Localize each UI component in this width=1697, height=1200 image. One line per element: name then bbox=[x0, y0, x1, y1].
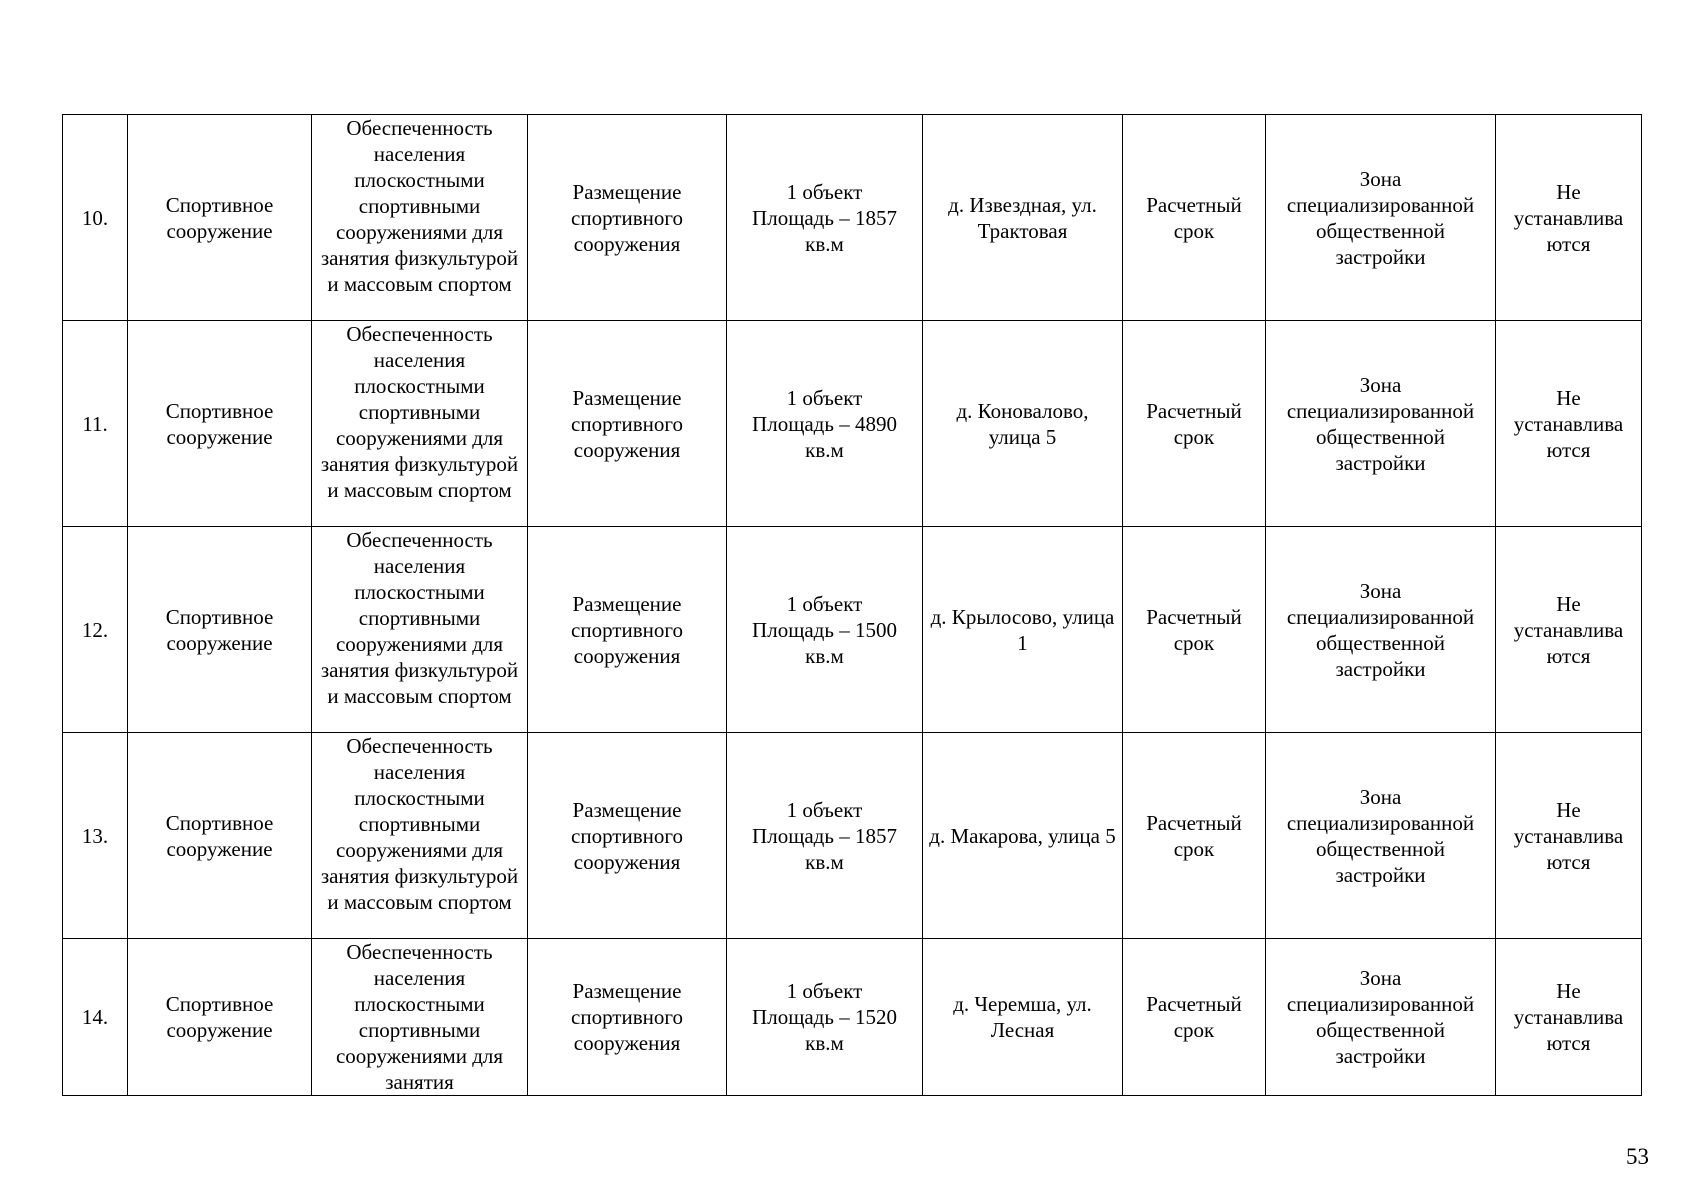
purpose-text: Размещение спортивного сооружения bbox=[528, 939, 727, 1096]
indicator-text: Обеспеченность населения плоскостными спортивными сооружениями для занятия физкультурой и массовым спортом bbox=[312, 115, 528, 321]
params-line: Площадь – 1520 bbox=[752, 1005, 897, 1029]
location-text: д. Макарова, улица 5 bbox=[923, 733, 1123, 939]
params-line: 1 объект bbox=[786, 797, 863, 822]
params-line: Площадь – 1500 bbox=[752, 617, 897, 642]
zone-text: Зона специализированной общественной застройки bbox=[1266, 733, 1496, 939]
table-row bbox=[63, 733, 1642, 939]
term-text: Расчетный срок bbox=[1123, 733, 1266, 939]
params-line: 1 объект bbox=[786, 385, 863, 410]
indicator-text: Обеспеченность населения плоскостными спортивными сооружениями для занятия физкультурой и массовым спортом bbox=[312, 733, 528, 939]
zone-text: Зона специализированной общественной застройки bbox=[1266, 939, 1496, 1096]
params-line: кв.м bbox=[805, 1031, 844, 1055]
object-name: Спортивное сооружение bbox=[128, 115, 312, 321]
table-row bbox=[63, 115, 1642, 321]
term-text: Расчетный срок bbox=[1123, 527, 1266, 733]
object-name: Спортивное сооружение bbox=[128, 733, 312, 939]
params-cell bbox=[727, 733, 923, 939]
table-row bbox=[63, 527, 1642, 733]
params-line: Площадь – 1857 bbox=[752, 823, 897, 848]
row-number: 11. bbox=[63, 321, 128, 527]
params-line: кв.м bbox=[805, 231, 844, 256]
restriction-text: Не устанавлива ются bbox=[1496, 527, 1642, 733]
object-name: Спортивное сооружение bbox=[128, 939, 312, 1096]
facilities-table bbox=[62, 114, 1642, 1096]
row-number: 13. bbox=[63, 733, 128, 939]
indicator-text: Обеспеченность населения плоскостными спортивными сооружениями для занятия физкультурой и массовым спортом bbox=[312, 321, 528, 527]
purpose-text: Размещение спортивного сооружения bbox=[528, 733, 727, 939]
table-row bbox=[63, 321, 1642, 527]
row-number: 10. bbox=[63, 115, 128, 321]
restriction-text: Не устанавлива ются bbox=[1496, 115, 1642, 321]
params-line: 1 объект bbox=[786, 179, 863, 204]
zone-text: Зона специализированной общественной застройки bbox=[1266, 527, 1496, 733]
params-line: 1 объект bbox=[786, 591, 863, 616]
location-text: д. Извездная, ул. Трактовая bbox=[923, 115, 1123, 321]
indicator-text: Обеспеченность населения плоскостными спортивными сооружениями для занятия физкультурой и массовым спортом bbox=[312, 527, 528, 733]
params-cell bbox=[727, 939, 923, 1096]
zone-text: Зона специализированной общественной застройки bbox=[1266, 321, 1496, 527]
indicator-text: Обеспеченность населения плоскостными спортивными сооружениями для занятия bbox=[312, 939, 528, 1096]
params-line: кв.м bbox=[805, 849, 844, 874]
object-name: Спортивное сооружение bbox=[128, 527, 312, 733]
location-text: д. Черемша, ул. Лесная bbox=[923, 939, 1123, 1096]
purpose-text: Размещение спортивного сооружения bbox=[528, 527, 727, 733]
term-text: Расчетный срок bbox=[1123, 115, 1266, 321]
zone-text: Зона специализированной общественной застройки bbox=[1266, 115, 1496, 321]
params-line: 1 объект bbox=[786, 979, 863, 1003]
row-number: 12. bbox=[63, 527, 128, 733]
purpose-text: Размещение спортивного сооружения bbox=[528, 115, 727, 321]
params-line: кв.м bbox=[805, 437, 844, 462]
restriction-text: Не устанавлива ются bbox=[1496, 939, 1642, 1096]
term-text: Расчетный срок bbox=[1123, 321, 1266, 527]
params-cell bbox=[727, 115, 923, 321]
params-cell bbox=[727, 321, 923, 527]
row-number: 14. bbox=[63, 939, 128, 1096]
purpose-text: Размещение спортивного сооружения bbox=[528, 321, 727, 527]
restriction-text: Не устанавлива ются bbox=[1496, 321, 1642, 527]
params-line: кв.м bbox=[805, 643, 844, 668]
restriction-text: Не устанавлива ются bbox=[1496, 733, 1642, 939]
table-row bbox=[63, 939, 1642, 1096]
term-text: Расчетный срок bbox=[1123, 939, 1266, 1096]
location-text: д. Коновалово, улица 5 bbox=[923, 321, 1123, 527]
location-text: д. Крылосово, улица 1 bbox=[923, 527, 1123, 733]
params-line: Площадь – 1857 bbox=[752, 205, 897, 230]
params-cell bbox=[727, 527, 923, 733]
page-number: 53 bbox=[1626, 1144, 1649, 1169]
object-name: Спортивное сооружение bbox=[128, 321, 312, 527]
params-line: Площадь – 4890 bbox=[752, 411, 897, 436]
